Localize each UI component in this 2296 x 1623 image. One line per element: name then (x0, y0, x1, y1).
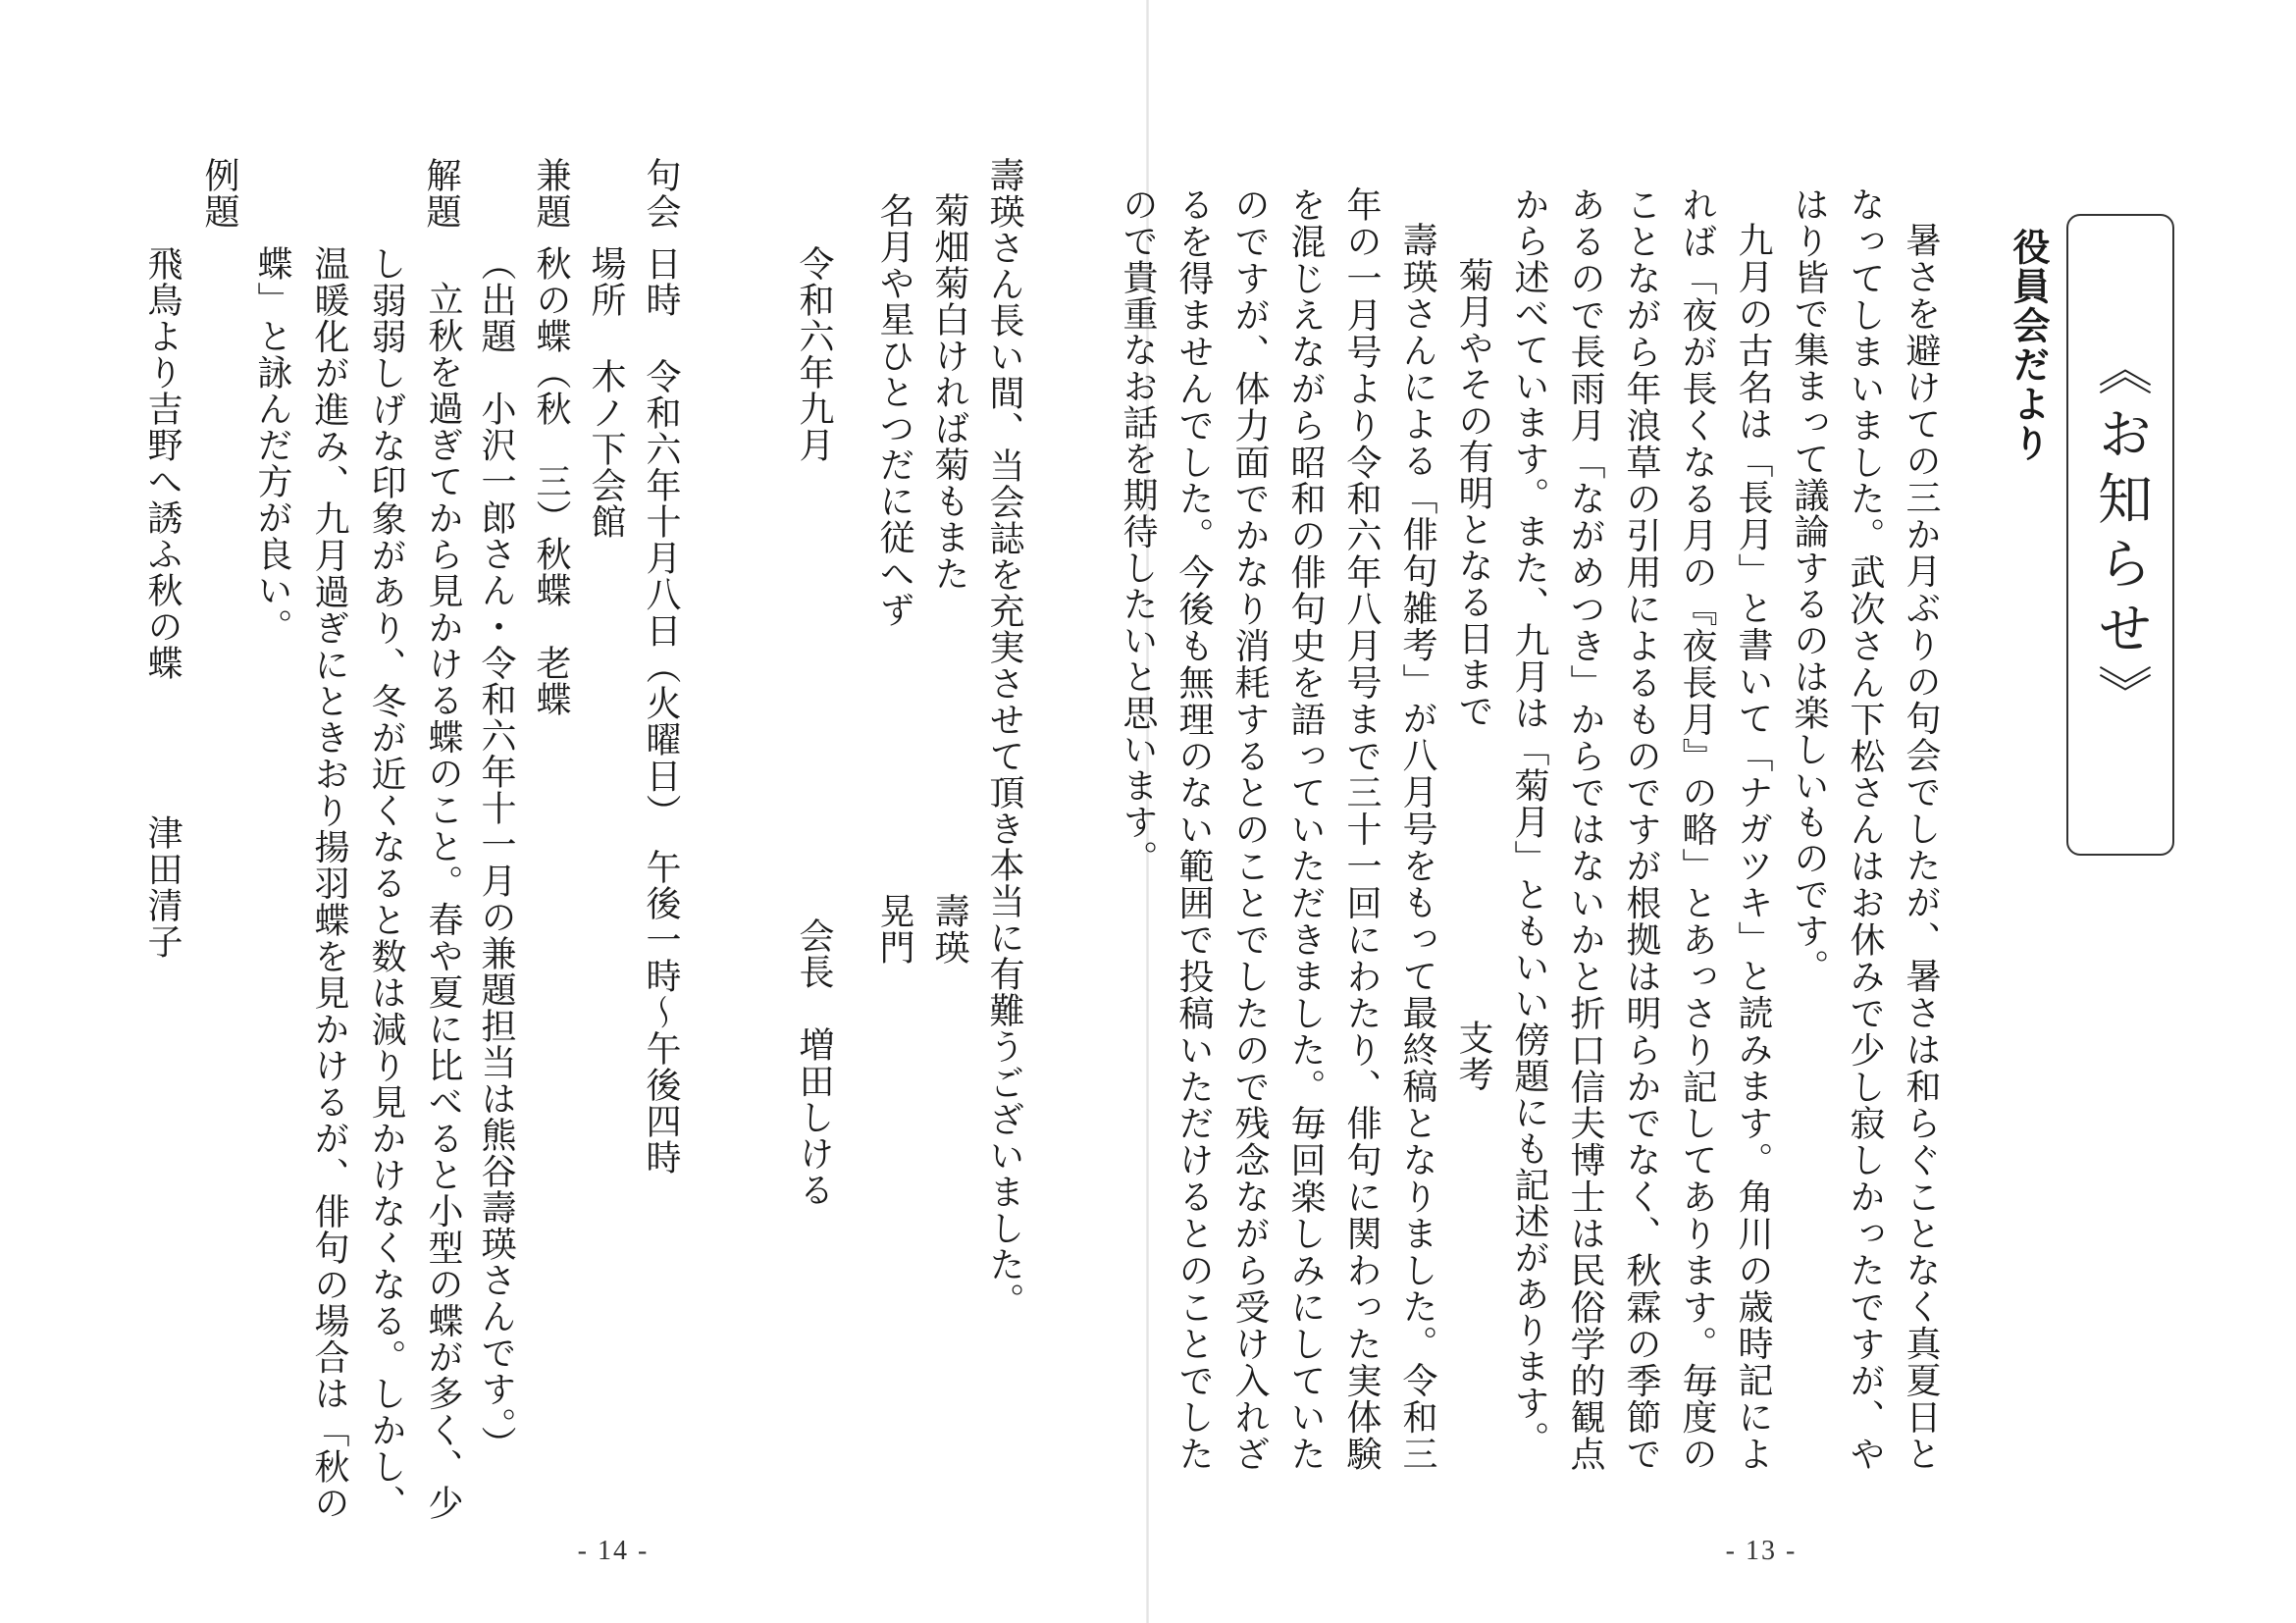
paragraph-3: 壽瑛さんによる「俳句雑考」が八月号をもって最終稿となりました。令和三年の一月号より令和六年八月号まで三十一回にわたり、俳句に関わった実体験を混じえながら昭和の俳句史を語っていただきました。毎回楽しみにしていたのですが、体力面でかなり消耗するとのことでしたので残念ながら受け入れざるを得ませんでした。今後も無理のない範囲で投稿いただけるとのことでしたので貴重なお話を期待したいと思います。 (1118, 186, 1437, 1472)
letter-signature: 会長 増田しける (794, 917, 834, 1208)
paragraph-2: 九月の古名は「長月」と書いて「ナガツキ」と読みます。角川の歳時記によれば「夜が長くなる月の『夜長月』の略」とあっさり記してあります。毎度のことながら年浪草の引用によるものですが根拠は明らかでなく、秋霖の季節であるので長雨月「ながめつき」からではないかと折口信夫博士は民俗学的観点から述べています。また、九月は「菊月」ともいい傍題にも記述があります。 (1509, 186, 1773, 1473)
kaidai-paragraph: 立秋を過ぎてから見かける蝶のこと。春や夏に比べると小型の蝶が多く、少し弱弱しげな印象があり、冬が近くなると数は減り見かけなくなる。しかし、温暖化が進み、九月過ぎにときおり揚羽蝶を見かけるが、俳句の場合は「秋の蝶」と詠んだ方が良い。 (252, 245, 463, 1521)
haiku-2 (871, 192, 916, 628)
haiku-1-text: 菊畑菊白ければ菊もまた (929, 192, 969, 592)
thanks-line: 壽瑛さん長い間、当会誌を充実させて頂き本当に有難うございました。 (984, 157, 1024, 1319)
page-14 (0, 0, 1146, 1623)
page-number-13: - 13 - (1725, 1536, 1798, 1566)
kukai-date-value: 令和六年十月八日（火曜日） 午後一時～午後四時 (641, 358, 681, 1176)
reidai-author: 津田清子 (142, 814, 183, 960)
haiku-2-author: 晃門 (874, 893, 914, 966)
kaidai-label: 解題 (421, 157, 461, 230)
paragraph-1: 暑さを避けての三か月ぶりの句会でしたが、暑さは和らぐことなく真夏日となってしまいました。武次さん下松さんはお休みで少し寂しかったですが、やはり皆で集まって議論するのは楽しいものです。 (1789, 186, 1941, 1472)
kaidai-text (216, 245, 471, 1521)
kukai-date-label: 日時 (641, 245, 681, 318)
letter-date: 令和六年九月 (794, 245, 834, 463)
reidai-haiku: 飛鳥より吉野へ誘ふ秋の蝶 (142, 245, 183, 681)
kukai-place-label: 場所 (586, 245, 626, 318)
quoted-haiku-text: 菊月やその有明となる日まで (1453, 257, 1493, 729)
reidai-label: 例題 (199, 157, 239, 230)
notice-heading: 《お知らせ》 (2089, 340, 2153, 729)
page-number-14: - 14 - (577, 1536, 650, 1566)
kukai-place-value: 木ノ下会館 (586, 358, 626, 540)
kendai-label: 兼題 (531, 157, 571, 230)
haiku-1-author: 壽瑛 (929, 893, 969, 966)
kukai-label: 句会 (641, 157, 681, 230)
quoted-haiku (1445, 186, 1501, 1472)
haiku-2-text: 名月や星ひとつだに従へず (874, 192, 914, 628)
section-title: 役員会だより (2007, 228, 2050, 463)
notice-body (1118, 186, 1949, 1473)
quoted-haiku-author: 支考 (1453, 1020, 1493, 1092)
kendai-value: 秋の蝶（秋 三）秋蝶 老蝶 (531, 245, 571, 717)
kendai-note: （出題 小沢一郎さん・令和六年十一月の兼題担当は熊谷壽瑛さんです。） (476, 245, 516, 1462)
haiku-1 (926, 192, 971, 592)
